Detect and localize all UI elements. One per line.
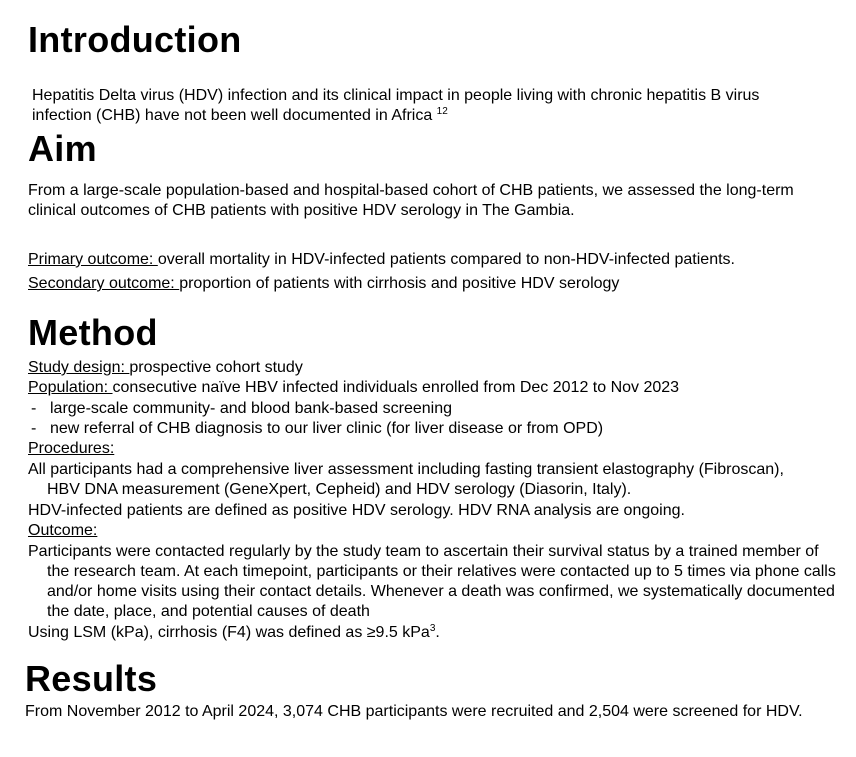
hdv-definition: HDV-infected patients are defined as positive HDV serology. HDV RNA analysis are ongoing. [28, 502, 685, 519]
procedures-label: Procedures: [28, 440, 115, 457]
population: Population: consecutive naïve HBV infected individuals enrolled from Dec 2012 to Nov 2023 [28, 379, 680, 396]
bullet-marker: - [31, 420, 37, 437]
outcome-label: Outcome: [28, 522, 98, 539]
lsm-ref: 3 [429, 623, 436, 634]
study-design: Study design: prospective cohort study [28, 359, 303, 376]
results-text: From November 2012 to April 2024, 3,074 CHB participants were recruited and 2,504 were screened for HDV. [25, 703, 803, 720]
method-heading: Method [28, 312, 158, 353]
secondary-outcome: Secondary outcome: proportion of patients with cirrhosis and positive HDV serology [28, 275, 620, 292]
outcome-text: Participants were contacted regularly by the study team to ascertain their survival status by a trained member of the research team. At each timepoint, participants or their relatives were contacted up to 5 times via phone calls and/or home visits using their contact details. Whenever a death was confirmed, we systematically documented the date, place, and potential causes of death [28, 543, 836, 620]
results-heading: Results [25, 658, 158, 699]
aim-heading: Aim [28, 128, 97, 169]
secondary-outcome-label: Secondary outcome: [28, 275, 180, 292]
bullet-item: large-scale community- and blood bank-based screening [50, 400, 452, 417]
bullet-marker: - [31, 400, 37, 417]
primary-outcome-label: Primary outcome: [28, 251, 158, 268]
procedures-text: All participants had a comprehensive liver assessment including fasting transient elastography (Fibroscan), HBV DNA measurement (GeneXpert, Cepheid) and HDV serology (Diasorin, Italy). [28, 461, 784, 498]
bullet-item: new referral of CHB diagnosis to our liver clinic (for liver disease or from OPD) [50, 420, 604, 437]
lsm-definition: Using LSM (kPa), cirrhosis (F4) was defined as ≥9.5 kPa$^3$. [28, 623, 440, 641]
introduction-text: Hepatitis Delta virus (HDV) infection and its clinical impact in people living with chronic hepatitis B virus infection (CHB) have not been well documented in Africa $^{12}$ [32, 87, 760, 124]
population-label: Population: [28, 379, 113, 396]
study-design-label: Study design: [28, 359, 130, 376]
introduction-heading: Introduction [28, 19, 242, 60]
introduction-ref: 12 [436, 106, 448, 117]
aim-text: From a large-scale population-based and hospital-based cohort of CHB patients, we assessed the long-term clinical outcomes of CHB patients with positive HDV serology in The Gambia. [28, 182, 794, 219]
primary-outcome: Primary outcome: overall mortality in HDV-infected patients compared to non-HDV-infected patients. [28, 251, 735, 268]
